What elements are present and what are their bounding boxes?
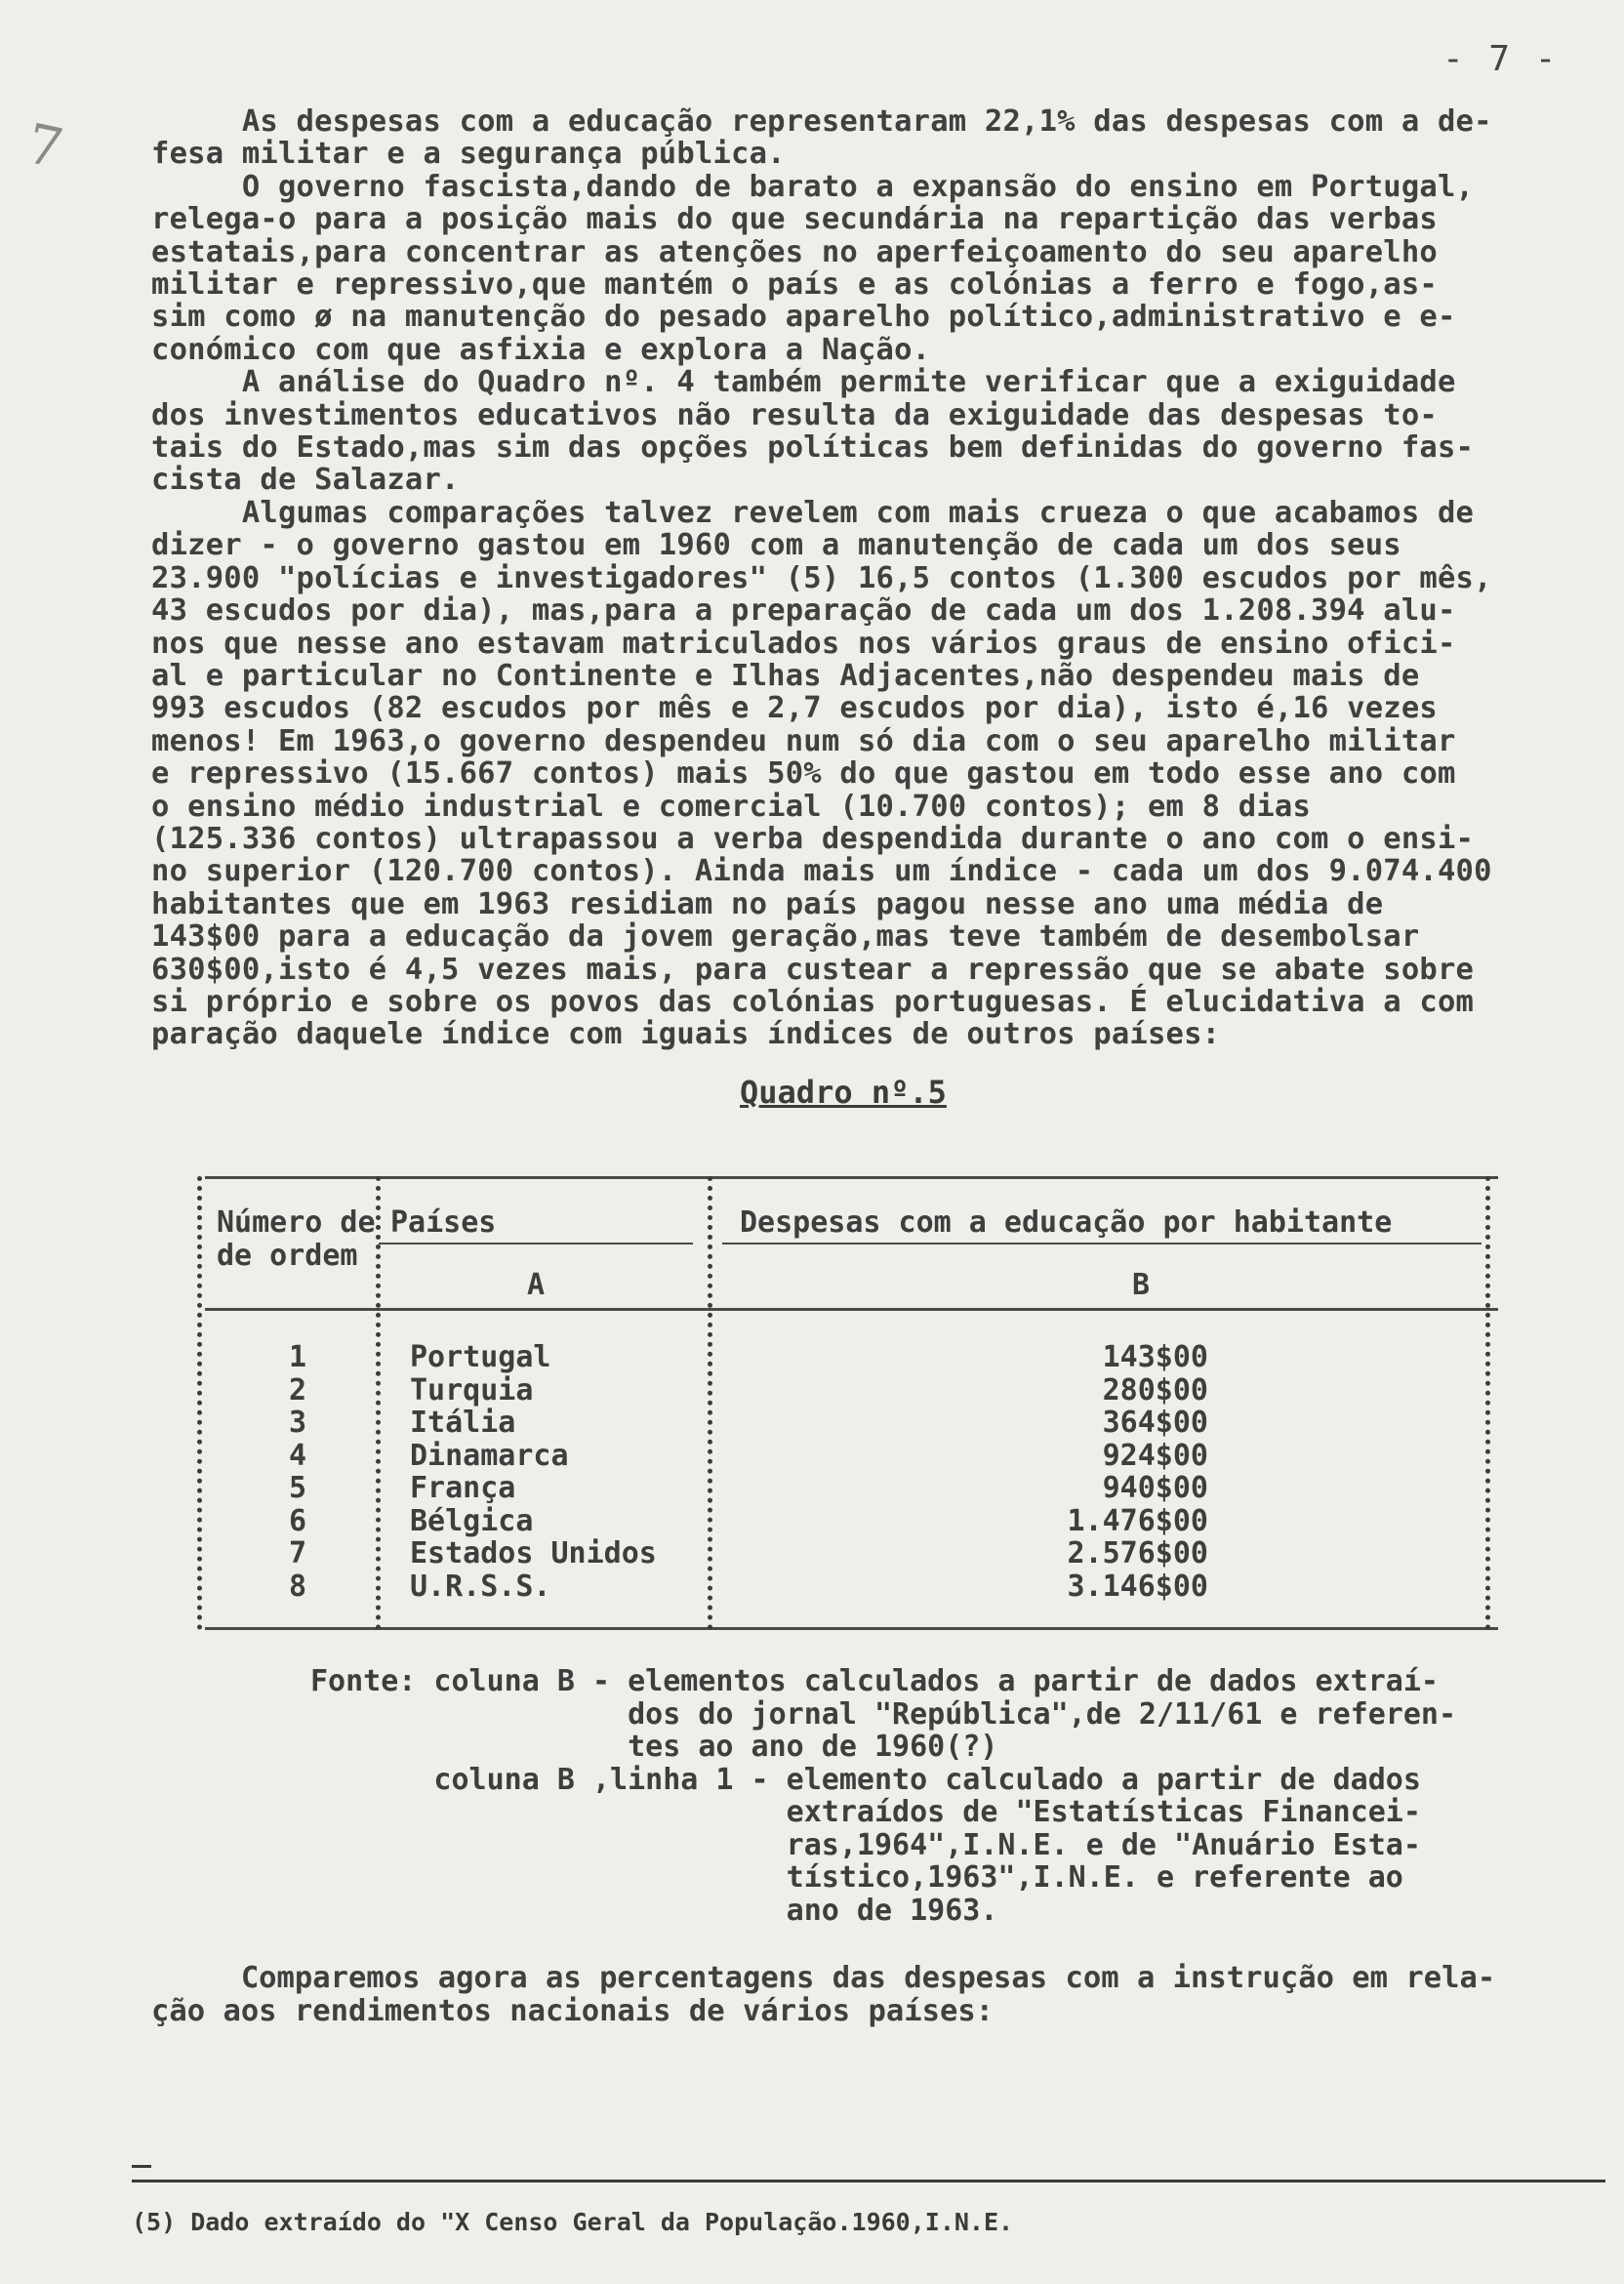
row-value: 3.146$00 xyxy=(1067,1569,1208,1604)
header-countries: Países xyxy=(390,1205,497,1240)
row-value: 940$00 xyxy=(1102,1471,1208,1505)
source-line: ras,1964",I.N.E. e de "Anuário Esta- xyxy=(310,1827,1421,1862)
table-bottom-rule xyxy=(205,1627,1498,1630)
paragraph-line: Algumas comparações talvez revelem com mais crueza o que acabamos de xyxy=(151,495,1475,530)
row-number: 3 xyxy=(288,1406,307,1440)
row-number: 7 xyxy=(288,1536,307,1570)
expenditure-table xyxy=(205,1176,1498,1630)
paragraph-line: e repressivo (15.667 contos) mais 50% do que gastou em todo esse ano com xyxy=(151,756,1456,792)
header-letter-a: A xyxy=(527,1268,546,1302)
row-number: 1 xyxy=(288,1340,307,1374)
row-number: 4 xyxy=(288,1438,307,1473)
table-divider-1 xyxy=(376,1176,381,1630)
source-line: tes ao ano de 1960(?) xyxy=(310,1730,998,1764)
table-right-border xyxy=(1485,1176,1490,1630)
paragraph-line: nos que nesse ano estavam matriculados nos vários graus de ensino ofici- xyxy=(151,626,1456,661)
row-value: 364$00 xyxy=(1102,1406,1208,1440)
row-country: França xyxy=(410,1471,516,1505)
source-line: dos do jornal "República",de 2/11/61 e referen- xyxy=(310,1696,1456,1732)
source-line: coluna B ,linha 1 - elemento calculado a partir de dados xyxy=(310,1762,1421,1797)
paragraph-line: A análise do Quadro nº. 4 também permite verificar que a exiguidade xyxy=(151,365,1456,400)
row-number: 2 xyxy=(288,1372,307,1407)
source-line: ano de 1963. xyxy=(310,1893,998,1928)
handwritten-margin-mark: 7 xyxy=(20,112,69,182)
paragraph-line: O governo fascista,dando de barato a expansão do ensino em Portugal, xyxy=(151,169,1475,204)
table-col3-header-underline xyxy=(722,1243,1482,1244)
table-header-rule xyxy=(205,1308,1498,1311)
table-col2-header-underline xyxy=(379,1243,693,1244)
paragraph-line: conómico com que asfixia e explora a Nação. xyxy=(151,332,931,367)
table-divider-2 xyxy=(708,1176,712,1630)
paragraph-line: 23.900 "polícias e investigadores" (5) 16,5 contos (1.300 escudos por mês, xyxy=(151,560,1492,595)
source-notes xyxy=(310,1665,1456,1927)
paragraph-line: dizer - o governo gastou em 1960 com a manutenção de cada um dos seus xyxy=(151,528,1401,563)
closing-line: Comparemos agora as percentagens das despesas com a instrução em rela- xyxy=(151,1961,1496,1995)
header-expenditure: Despesas com a educação por habitante xyxy=(740,1205,1393,1240)
row-number: 8 xyxy=(288,1569,307,1604)
paragraph-line: habitantes que em 1963 residiam no país pagou nesse ano uma média de xyxy=(151,886,1384,921)
source-line: Fonte: coluna B - elementos calculados a partir de dados extraí- xyxy=(310,1664,1439,1698)
paragraph-line: fesa militar e a segurança pública. xyxy=(151,137,786,172)
row-number: 5 xyxy=(288,1471,307,1505)
header-letter-b: B xyxy=(1132,1268,1151,1302)
paragraph-line: relega-o para a posição mais do que secundária na repartição das verbas xyxy=(151,202,1438,237)
footnote-rule xyxy=(132,2180,1605,2182)
paragraph-line: si próprio e sobre os povos das colónias portuguesas. É elucidativa a com xyxy=(151,984,1475,1019)
paragraph-line: paração daquele índice com iguais índices de outros países: xyxy=(151,1017,1221,1052)
row-value: 2.576$00 xyxy=(1067,1536,1208,1570)
paragraph-line: al e particular no Continente e Ilhas Adjacentes,não despendeu mais de xyxy=(151,658,1420,693)
row-value: 143$00 xyxy=(1102,1340,1208,1374)
paragraph-line: estatais,para concentrar as atenções no aperfeiçoamento do seu aparelho xyxy=(151,234,1438,269)
paragraph-line: cista de Salazar. xyxy=(151,463,460,498)
row-value: 1.476$00 xyxy=(1067,1503,1208,1538)
row-country: Dinamarca xyxy=(410,1438,569,1473)
table-caption: Quadro nº.5 xyxy=(740,1074,947,1111)
row-country: U.R.S.S. xyxy=(410,1569,551,1604)
paragraph-line: 43 escudos por dia), mas,para a preparação de cada um dos 1.208.394 alu- xyxy=(151,593,1456,629)
paragraph-line: no superior (120.700 contos). Ainda mais um índice - cada um dos 9.074.400 xyxy=(151,854,1492,889)
paragraph-line: o ensino médio industrial e comercial (10.700 contos); em 8 dias xyxy=(151,789,1312,824)
footnote: (5) Dado extraído do "X Censo Geral da População.1960,I.N.E. xyxy=(132,2208,1014,2236)
paragraph-line: 143$00 para a educação da jovem geração,mas teve também de desembolsar xyxy=(151,919,1420,955)
row-number: 6 xyxy=(288,1503,307,1538)
paragraph-line: 993 escudos (82 escudos por mês e 2,7 escudos por dia), isto é,16 vezes xyxy=(151,691,1438,726)
header-order: de ordem xyxy=(217,1239,358,1273)
header-number: Número de xyxy=(217,1205,376,1240)
table-left-border xyxy=(197,1176,202,1630)
closing-paragraph xyxy=(151,1962,1576,2027)
paragraph-line: 630$00,isto é 4,5 vezes mais, para custear a repressão que se abate sobre xyxy=(151,952,1475,987)
paragraph-line: dos investimentos educativos não resulta da exiguidade das despesas to- xyxy=(151,397,1438,432)
source-line: extraídos de "Estatísticas Financei- xyxy=(310,1795,1421,1829)
closing-line: ção aos rendimentos nacionais de vários países: xyxy=(151,1993,995,2028)
paragraph-line: As despesas com a educação representaram 22,1% das despesas com a de- xyxy=(151,104,1492,139)
paragraph-line: menos! Em 1963,o governo despendeu num só dia com o seu aparelho militar xyxy=(151,723,1456,758)
paragraph-line: militar e repressivo,que mantém o país e as colónias a ferro e fogo,as- xyxy=(151,267,1438,303)
paragraph-line: tais do Estado,mas sim das opções políticas bem definidas do governo fas- xyxy=(151,430,1475,466)
footnote-dash xyxy=(132,2165,151,2168)
row-value: 280$00 xyxy=(1102,1372,1208,1407)
row-value: 924$00 xyxy=(1102,1438,1208,1473)
row-country: Estados Unidos xyxy=(410,1536,657,1570)
row-country: Turquia xyxy=(410,1372,534,1407)
page-number: - 7 - xyxy=(1442,39,1559,79)
body-paragraphs xyxy=(151,105,1576,1051)
paragraph-line: sim como ø na manutenção do pesado aparelho político,administrativo e e- xyxy=(151,300,1456,335)
source-line: tístico,1963",I.N.E. e referente ao xyxy=(310,1860,1403,1895)
table-top-rule xyxy=(205,1176,1498,1179)
row-country: Itália xyxy=(410,1406,516,1440)
paragraph-line: (125.336 contos) ultrapassou a verba despendida durante o ano com o ensi- xyxy=(151,821,1475,856)
row-country: Portugal xyxy=(410,1340,551,1374)
row-country: Bélgica xyxy=(410,1503,534,1538)
